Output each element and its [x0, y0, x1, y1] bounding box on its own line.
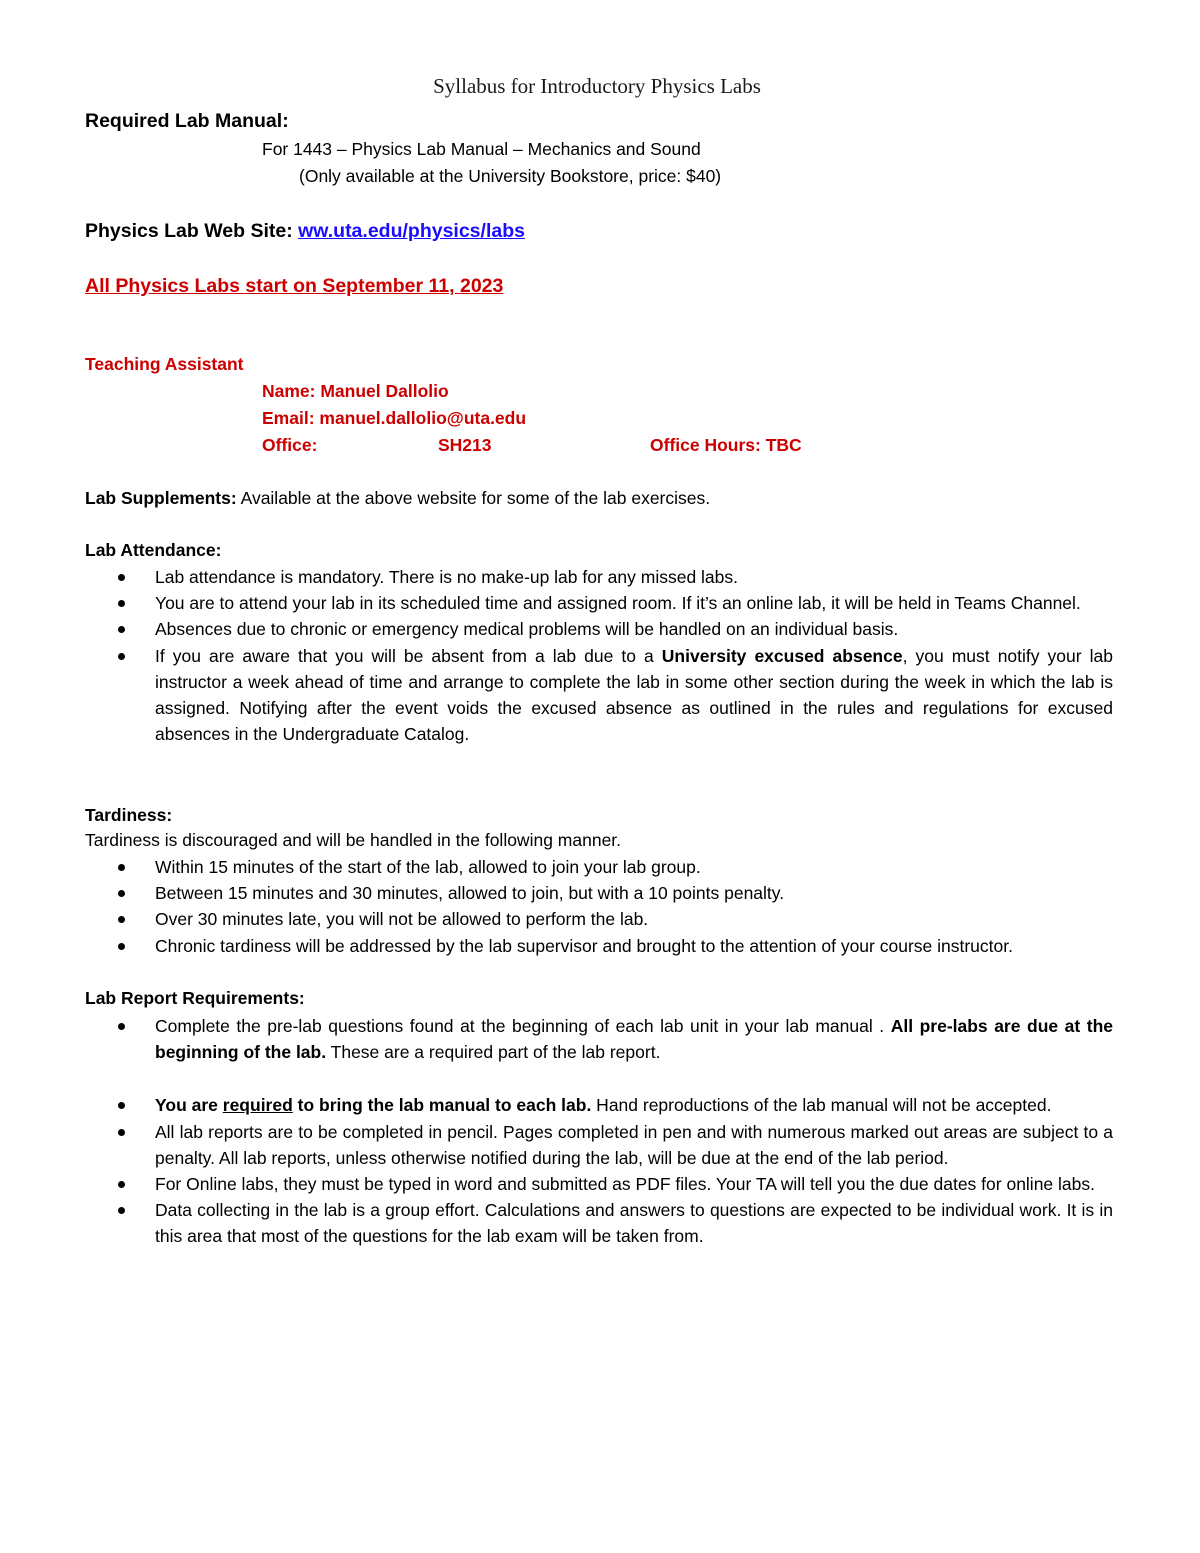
manual-line-1: For 1443 – Physics Lab Manual – Mechanics and Sound [262, 139, 701, 159]
supplements-text: Available at the above website for some of the lab exercises. [236, 488, 711, 508]
attendance-list [117, 564, 1113, 747]
ta-email: Email: manuel.dallolio@uta.edu [262, 408, 527, 428]
list-item: Between 15 minutes and 30 minutes, allowed to join, but with a 10 points penalty. [117, 880, 1113, 906]
list-item: Complete the pre-lab questions found at the beginning of each lab unit in your lab manual . All pre-labs are due at the beginning of the lab. These are a required part of the lab report. [117, 1013, 1113, 1065]
attendance-heading: Lab Attendance: [85, 540, 222, 560]
manual-heading: Required Lab Manual: [85, 110, 289, 132]
supplements-label: Lab Supplements: [85, 488, 237, 508]
list-item: Within 15 minutes of the start of the lab, allowed to join your lab group. [117, 854, 1113, 880]
ta-office-hours: Office Hours: TBC [650, 435, 802, 455]
tardiness-list [117, 854, 1113, 959]
list-item: All lab reports are to be completed in pencil. Pages completed in pen and with numerous marked out areas are subject to a penalty. All lab reports, unless otherwise notified during the lab, will be due at the end of the lab period. [117, 1119, 1113, 1171]
ta-heading: Teaching Assistant [85, 354, 244, 374]
list-item: For Online labs, they must be typed in word and submitted as PDF files. Your TA will tell you the due dates for online labs. [117, 1171, 1113, 1197]
report-list [117, 1013, 1113, 1250]
list-item: Chronic tardiness will be addressed by the lab supervisor and brought to the attention of your course instructor. [117, 933, 1113, 959]
manual-line-2: (Only available at the University Bookstore, price: $40) [299, 166, 722, 186]
tardiness-intro: Tardiness is discouraged and will be handled in the following manner. [85, 830, 622, 850]
ta-office-label: Office: [262, 435, 318, 455]
list-item: You are required to bring the lab manual to each lab. Hand reproductions of the lab manual will not be accepted. [117, 1092, 1113, 1118]
list-item: If you are aware that you will be absent from a lab due to a University excused absence, you must notify your lab instructor a week ahead of time and arrange to complete the lab in some other section during the week in which the lab is assigned. Notifying after the event voids the excused absence as outlined in the rules and regulations for excused absences in the Undergraduate Catalog. [117, 643, 1113, 748]
list-item: Data collecting in the lab is a group effort. Calculations and answers to questions are expected to be individual work. It is in this area that most of the questions for the lab exam will be taken from. [117, 1197, 1113, 1249]
list-item: Absences due to chronic or emergency medical problems will be handled on an individual basis. [117, 616, 1113, 642]
list-item: Over 30 minutes late, you will not be allowed to perform the lab. [117, 906, 1113, 932]
list-item: Lab attendance is mandatory. There is no make-up lab for any missed labs. [117, 564, 1113, 590]
tardiness-heading: Tardiness: [85, 805, 173, 825]
start-notice: All Physics Labs start on September 11, 2023 [85, 275, 504, 297]
ta-office-value: SH213 [438, 435, 492, 455]
ta-name: Name: Manuel Dallolio [262, 381, 449, 401]
report-heading: Lab Report Requirements: [85, 988, 305, 1008]
document-title: Syllabus for Introductory Physics Labs [433, 74, 761, 98]
website-link[interactable]: ww.uta.edu/physics/labs [298, 220, 525, 242]
list-item: You are to attend your lab in its scheduled time and assigned room. If it’s an online lab, it will be held in Teams Channel. [117, 590, 1113, 616]
website-row [85, 220, 525, 243]
website-label: Physics Lab Web Site: [85, 220, 293, 242]
supplements-row [85, 488, 710, 509]
